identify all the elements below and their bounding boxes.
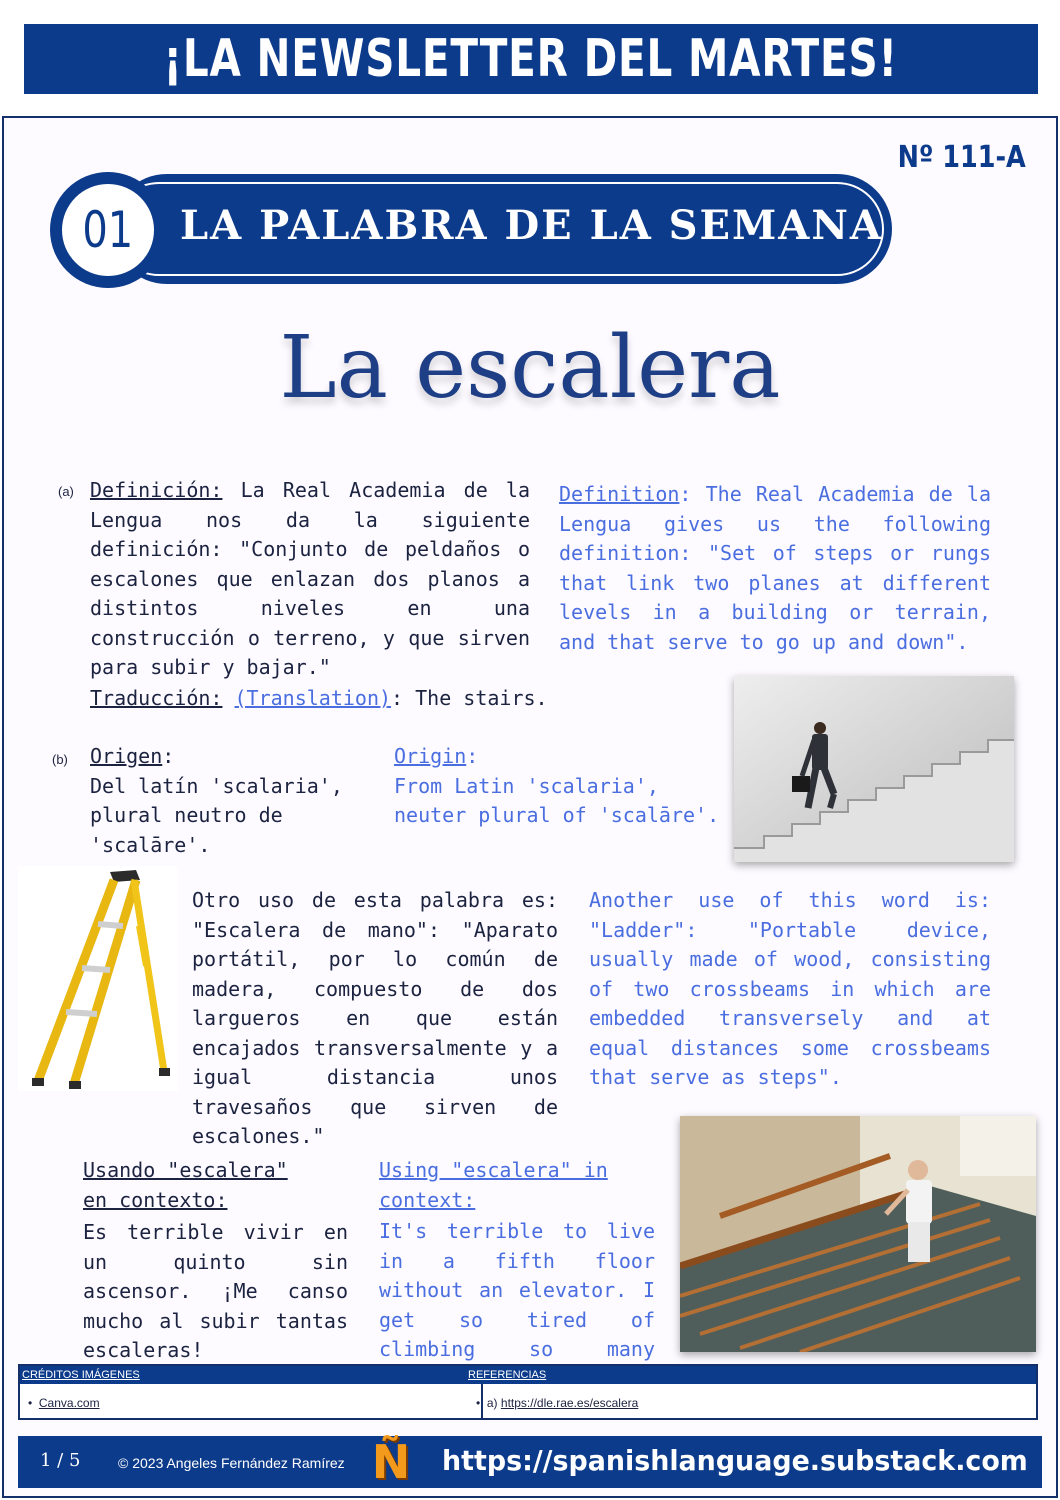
translation-label: Traducción:	[90, 686, 223, 710]
canva-link[interactable]: Canva.com	[38, 1396, 100, 1410]
bullet-icon: •	[28, 1396, 39, 1410]
issue-number: Nº 111-A	[897, 140, 1026, 175]
section-number-circle	[62, 184, 154, 276]
references-header: REFERENCIAS	[468, 1369, 547, 1381]
origin-marker: (b)	[52, 752, 68, 767]
translation-en-label: (Translation)	[234, 686, 392, 710]
other-use-en: Another use of this word is: "Ladder": "Portable device, usually made of wood, consisting of two crossbeams in which are embedded transversely and at equal distances some crossbeams that serve as steps".	[589, 888, 991, 1089]
definition-en-text: : The Real Academia de la Lengua gives us the following definition: "Set of steps or rungs that link two planes at different levels in a building or terrain, and that serve to go up and down".	[559, 482, 991, 654]
word-title: La escalera	[279, 318, 781, 418]
origin-en-label: Origin	[394, 744, 467, 768]
reference-prefix: a)	[486, 1396, 501, 1410]
page-number: 1 / 5	[40, 1450, 81, 1471]
elderly-stairs-graphic	[680, 1116, 1036, 1352]
translation-text: : The stairs.	[391, 686, 548, 710]
credits-item	[28, 1396, 100, 1410]
context-es-heading-line1: Usando "escalera"	[83, 1158, 288, 1182]
context-es-text: Es terrible vivir en un quinto sin ascensor. ¡Me canso mucho al subir tantas escaleras!	[83, 1220, 348, 1362]
origin-en-text: From Latin 'scalaria', neuter plural of 'scalāre'.	[394, 773, 720, 827]
context-es-heading-line2: en contexto:	[83, 1187, 228, 1212]
businessman-stairs-graphic	[734, 676, 1014, 862]
definition-en-label: Definition	[559, 482, 680, 506]
elderly-man-stairs-image	[680, 1116, 1036, 1352]
businessman-stairs-image	[734, 676, 1014, 862]
origin-es-text: Del latín 'scalaria', plural neutro de 'scalāre'.	[90, 773, 343, 857]
translation	[90, 684, 650, 714]
section-number: 01	[82, 201, 134, 259]
origin-es	[90, 742, 380, 860]
ladder-graphic	[18, 866, 178, 1091]
newsletter-title: ¡LA NEWSLETTER DEL MARTES!	[163, 29, 899, 89]
context-en-heading: Using "escalera" in context:	[379, 1158, 608, 1212]
footer-table	[18, 1364, 1038, 1420]
definition-es	[90, 476, 530, 683]
definition-marker: (a)	[58, 484, 74, 499]
credits-header: CRÉDITOS IMÁGENES	[22, 1369, 140, 1381]
rae-link[interactable]: https://dle.rae.es/escalera	[500, 1396, 639, 1410]
origin-en	[394, 742, 724, 831]
site-url-link[interactable]: https://spanishlanguage.substack.com	[442, 1444, 1028, 1477]
section-title: LA PALABRA DE LA SEMANA	[180, 202, 883, 249]
definition-es-label: Definición:	[90, 478, 223, 502]
other-use-es: Otro uso de esta palabra es: "Escalera de mano": "Aparato portátil, por lo común de madera, compuesto de dos largueros en que están encajados transversalmente y a igual distancia unos travesaños que sirven de escalones."	[192, 888, 558, 1148]
bullet-icon: •	[476, 1396, 487, 1410]
context-en-text: It's terrible to live in a fifth floor without an elevator. I get so tired of climbing so many	[379, 1219, 655, 1361]
origin-en-colon: :	[466, 744, 479, 768]
copyright: © 2023 Angeles Fernández Ramírez	[118, 1455, 345, 1471]
references-item	[476, 1396, 638, 1410]
origin-es-colon: :	[162, 744, 175, 768]
origin-es-label: Origen	[90, 744, 163, 768]
header	[2, 2, 1058, 118]
header-bar	[24, 24, 1038, 94]
definition-en	[559, 480, 991, 657]
definition-es-text: La Real Academia de la Lengua nos da la siguiente definición: "Conjunto de peldaños o escalones que enlazan dos planos a distintos niveles en una construcción o terreno, y que sirven para subir y bajar."	[90, 478, 530, 679]
context-es-heading	[83, 1156, 363, 1215]
logo-icon: Ñ	[371, 1435, 411, 1489]
ladder-image	[18, 866, 178, 1091]
